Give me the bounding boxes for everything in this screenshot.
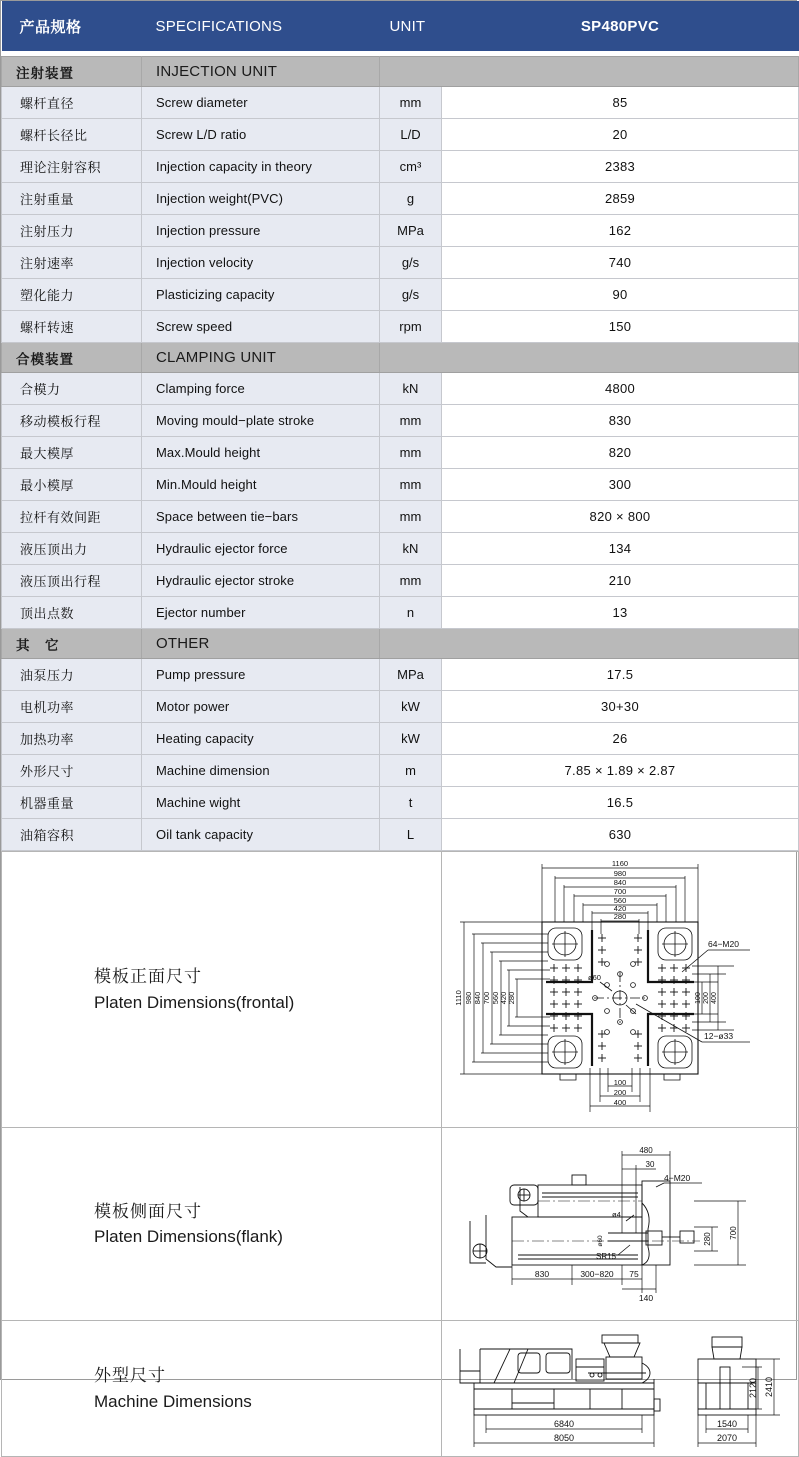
callout-d60: ø60	[597, 1235, 604, 1247]
row-label-cn: 机器重量	[2, 787, 142, 819]
row-value: 820 × 800	[442, 501, 799, 533]
machine-dimensions-drawing	[450, 1323, 790, 1455]
row-label-en: Screw speed	[142, 311, 380, 343]
row-value: 90	[442, 279, 799, 311]
diagram-machine	[442, 1321, 799, 1457]
row-label-en: Oil tank capacity	[142, 819, 380, 851]
row-label-cn: 液压顶出行程	[2, 565, 142, 597]
row-label-en: Plasticizing capacity	[142, 279, 380, 311]
dim-700: 700	[729, 1226, 738, 1240]
row-unit: mm	[380, 437, 442, 469]
row-value: 630	[442, 819, 799, 851]
table-row	[2, 279, 799, 311]
row-label-en: Hydraulic ejector force	[142, 533, 380, 565]
dim-h-280: 280	[613, 911, 627, 921]
diagram-label-en: Platen Dimensions(frontal)	[94, 992, 295, 1012]
dim-h-1160: 1160	[611, 858, 629, 868]
row-label-cn: 油泵压力	[2, 659, 142, 691]
section-title-en: OTHER	[142, 629, 380, 659]
diagram-flank	[442, 1128, 799, 1321]
table-row	[2, 723, 799, 755]
row-unit: L	[380, 819, 442, 851]
row-unit: cm³	[380, 151, 442, 183]
dim-h-420: 420	[613, 903, 627, 913]
platen-flank-drawing	[450, 1129, 790, 1319]
row-label-en: Screw L/D ratio	[142, 119, 380, 151]
section-title-en: INJECTION UNIT	[142, 57, 380, 87]
row-label-cn: 螺杆长径比	[2, 119, 142, 151]
row-label-en: Clamping force	[142, 373, 380, 405]
diagram-label-en: Machine Dimensions	[94, 1391, 252, 1411]
table-row	[2, 183, 799, 215]
row-label-en: Injection velocity	[142, 247, 380, 279]
dim-b-400: 400	[613, 1097, 627, 1107]
section-blank	[380, 343, 799, 373]
table-row	[2, 437, 799, 469]
row-unit: g	[380, 183, 442, 215]
dim-v-560: 560	[491, 991, 500, 1004]
row-label-en: Space between tie−bars	[142, 501, 380, 533]
row-unit: mm	[380, 87, 442, 119]
row-label-en: Max.Mould height	[142, 437, 380, 469]
row-label-en: Injection pressure	[142, 215, 380, 247]
row-label-cn: 理论注射容积	[2, 151, 142, 183]
dim-v-840: 840	[473, 991, 482, 1004]
table-row	[2, 151, 799, 183]
section-blank	[380, 57, 799, 87]
callout-64-m20: 64−M20	[708, 938, 739, 949]
table-row	[2, 119, 799, 151]
section-title-cn: 注射装置	[2, 57, 142, 87]
dim-300-820: 300−820	[580, 1269, 614, 1279]
dim-480: 480	[639, 1146, 653, 1155]
dim-v-420: 420	[499, 991, 508, 1004]
row-label-en: Screw diameter	[142, 87, 380, 119]
row-value: 830	[442, 405, 799, 437]
dim-v-280: 280	[507, 991, 516, 1004]
dim-2070: 2070	[716, 1432, 738, 1443]
dim-v-700: 700	[482, 991, 491, 1004]
row-label-cn: 加热功率	[2, 723, 142, 755]
row-unit: mm	[380, 501, 442, 533]
row-value: 300	[442, 469, 799, 501]
dim-8050: 8050	[553, 1432, 575, 1443]
dim-b-200: 200	[613, 1087, 627, 1097]
row-label-en: Hydraulic ejector stroke	[142, 565, 380, 597]
table-row	[2, 215, 799, 247]
row-unit: rpm	[380, 311, 442, 343]
table-row	[2, 565, 799, 597]
table-row	[2, 659, 799, 691]
diagram-label-machine	[2, 1321, 442, 1457]
callout-4-m20: 4−M20	[664, 1173, 691, 1183]
dim-r-400: 400	[711, 991, 718, 1004]
dim-830: 830	[534, 1269, 550, 1279]
diagram-frontal	[442, 852, 799, 1128]
row-value: 820	[442, 437, 799, 469]
table-row	[2, 247, 799, 279]
row-unit: n	[380, 597, 442, 629]
row-label-cn: 注射速率	[2, 247, 142, 279]
table-row	[2, 597, 799, 629]
table-row	[2, 819, 799, 851]
dim-2120: 2120	[748, 1377, 758, 1398]
callout-12-d33: 12−ø33	[704, 1030, 734, 1041]
table-row	[2, 787, 799, 819]
header-spec-en: SPECIFICATIONS	[142, 1, 380, 51]
diagram-row-flank	[2, 1128, 799, 1321]
row-label-en: Moving mould−plate stroke	[142, 405, 380, 437]
row-label-cn: 液压顶出力	[2, 533, 142, 565]
diagram-label-frontal	[2, 852, 442, 1128]
section-title-cn: 其 它	[2, 629, 142, 659]
row-value: 20	[442, 119, 799, 151]
row-label-cn: 外形尺寸	[2, 755, 142, 787]
row-value: 134	[442, 533, 799, 565]
row-unit: g/s	[380, 247, 442, 279]
row-label-cn: 最大模厚	[2, 437, 142, 469]
row-value: 30+30	[442, 691, 799, 723]
table-row	[2, 533, 799, 565]
row-label-cn: 最小模厚	[2, 469, 142, 501]
section-title-cn: 合模装置	[2, 343, 142, 373]
row-label-cn: 油箱容积	[2, 819, 142, 851]
row-value: 150	[442, 311, 799, 343]
diagram-label-cn: 模板侧面尺寸	[94, 1201, 202, 1221]
dim-1540: 1540	[716, 1418, 738, 1429]
table-row	[2, 405, 799, 437]
section-header-clamping	[2, 343, 799, 373]
row-unit: kN	[380, 533, 442, 565]
row-label-en: Min.Mould height	[142, 469, 380, 501]
row-unit: mm	[380, 469, 442, 501]
row-label-cn: 顶出点数	[2, 597, 142, 629]
dim-r-100: 100	[695, 991, 702, 1004]
table-row	[2, 691, 799, 723]
row-label-en: Heating capacity	[142, 723, 380, 755]
row-label-cn: 拉杆有效间距	[2, 501, 142, 533]
diagram-label-en: Platen Dimensions(flank)	[94, 1227, 283, 1246]
section-header-other	[2, 629, 799, 659]
table-row	[2, 87, 799, 119]
row-unit: MPa	[380, 659, 442, 691]
dim-140: 140	[638, 1293, 654, 1303]
table-row	[2, 373, 799, 405]
row-label-cn: 移动模板行程	[2, 405, 142, 437]
callout-d4: ø4	[612, 1210, 621, 1219]
row-label-cn: 塑化能力	[2, 279, 142, 311]
dim-2410: 2410	[764, 1376, 774, 1397]
dim-h-560: 560	[613, 895, 627, 905]
diagram-label-cn: 外型尺寸	[94, 1366, 166, 1385]
dim-h-980: 980	[613, 868, 627, 878]
table-row	[2, 755, 799, 787]
dim-30: 30	[645, 1160, 655, 1169]
row-label-en: Machine wight	[142, 787, 380, 819]
row-value: 210	[442, 565, 799, 597]
specifications-table	[1, 1, 799, 851]
row-label-en: Motor power	[142, 691, 380, 723]
row-value: 740	[442, 247, 799, 279]
row-value: 85	[442, 87, 799, 119]
row-unit: g/s	[380, 279, 442, 311]
row-unit: kW	[380, 691, 442, 723]
row-unit: MPa	[380, 215, 442, 247]
dim-v-1110: 1110	[454, 989, 463, 1006]
row-label-cn: 螺杆直径	[2, 87, 142, 119]
header-unit: UNIT	[380, 1, 442, 51]
row-label-en: Injection capacity in theory	[142, 151, 380, 183]
row-label-en: Ejector number	[142, 597, 380, 629]
row-label-en: Injection weight(PVC)	[142, 183, 380, 215]
section-header-injection	[2, 57, 799, 87]
dim-6840: 6840	[553, 1418, 575, 1429]
header-model: SP480PVC	[442, 1, 799, 51]
row-unit: m	[380, 755, 442, 787]
row-label-cn: 电机功率	[2, 691, 142, 723]
section-title-en: CLAMPING UNIT	[142, 343, 380, 373]
dim-h-840: 840	[613, 877, 627, 887]
row-label-en: Machine dimension	[142, 755, 380, 787]
table-row	[2, 469, 799, 501]
row-unit: kN	[380, 373, 442, 405]
row-value: 16.5	[442, 787, 799, 819]
row-value: 2859	[442, 183, 799, 215]
row-unit: mm	[380, 405, 442, 437]
callout-d60: ø60	[588, 972, 601, 982]
row-unit: kW	[380, 723, 442, 755]
dim-v-980: 980	[464, 991, 473, 1004]
diagram-label-cn: 模板正面尺寸	[94, 967, 202, 986]
row-label-cn: 合模力	[2, 373, 142, 405]
row-unit: mm	[380, 565, 442, 597]
platen-frontal-drawing	[450, 854, 790, 1126]
row-value: 17.5	[442, 659, 799, 691]
dim-75: 75	[629, 1269, 639, 1279]
dim-b-100: 100	[613, 1077, 627, 1087]
row-value: 13	[442, 597, 799, 629]
row-unit: t	[380, 787, 442, 819]
row-label-cn: 螺杆转速	[2, 311, 142, 343]
row-value: 26	[442, 723, 799, 755]
section-blank	[380, 629, 799, 659]
row-label-cn: 注射重量	[2, 183, 142, 215]
row-value: 4800	[442, 373, 799, 405]
callout-sr15: SR15	[596, 1252, 617, 1261]
row-unit: L/D	[380, 119, 442, 151]
dim-h-700: 700	[613, 886, 627, 896]
row-value: 162	[442, 215, 799, 247]
table-row	[2, 311, 799, 343]
diagram-label-flank	[2, 1128, 442, 1321]
diagram-row-frontal	[2, 852, 799, 1128]
row-value: 7.85 × 1.89 × 2.87	[442, 755, 799, 787]
table-header-row	[2, 1, 799, 51]
dim-280: 280	[703, 1232, 712, 1246]
row-value: 2383	[442, 151, 799, 183]
diagrams-table	[1, 851, 799, 1457]
row-label-en: Pump pressure	[142, 659, 380, 691]
row-label-cn: 注射压力	[2, 215, 142, 247]
diagram-row-machine	[2, 1321, 799, 1457]
dim-r-200: 200	[703, 991, 710, 1004]
table-row	[2, 501, 799, 533]
header-spec-cn: 产品规格	[2, 1, 142, 51]
